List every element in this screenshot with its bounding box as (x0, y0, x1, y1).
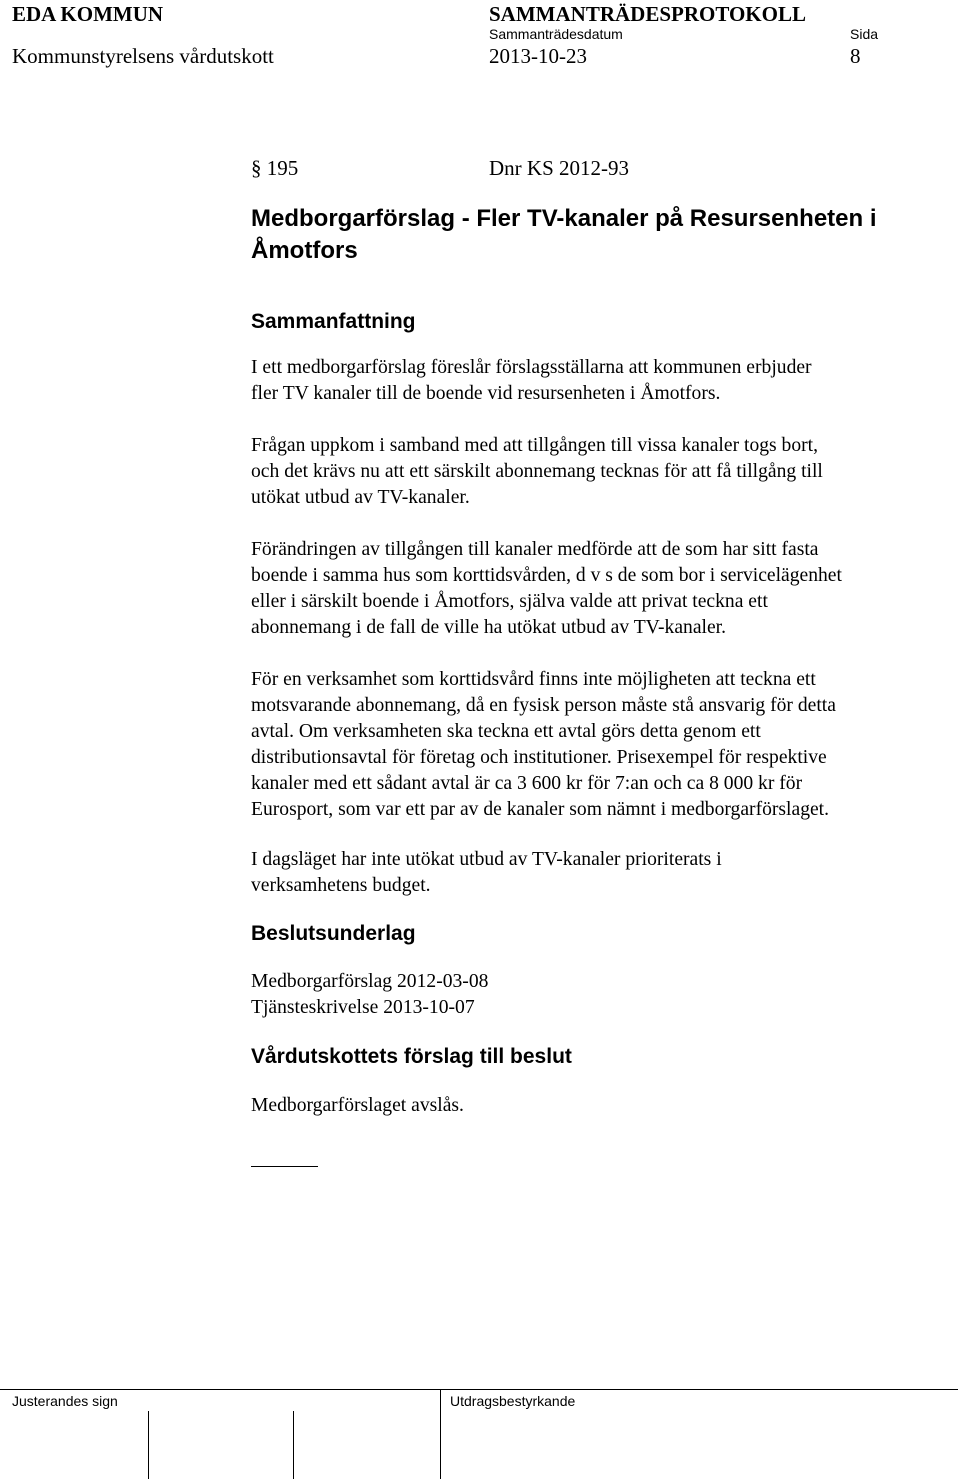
text-line: och det krävs nu att ett särskilt abonnemang tecknas för att få tillgång till (251, 461, 823, 482)
text-line: Medborgarförslaget avslås. (251, 1095, 464, 1116)
text-line: verksamhetens budget. (251, 875, 431, 896)
text-line: kanaler med ett sådant avtal är ca 3 600 kr för 7:an och ca 8 000 kr för (251, 773, 803, 794)
text-line: Frågan uppkom i samband med att tillgången till vissa kanaler togs bort, (251, 435, 819, 456)
text-line: motsvarande abonnemang, då en fysisk person måste stå ansvarig för detta (251, 695, 836, 716)
summary-paragraph-5 (251, 847, 941, 899)
justification-sign-label: Justerandes sign (12, 1393, 118, 1409)
text-line: Förändringen av tillgången till kanaler medförde att de som har sitt fasta (251, 539, 819, 560)
footer-top-rule (0, 1389, 958, 1390)
basis-list (251, 969, 941, 1021)
basis-item: Medborgarförslag 2012-03-08 (251, 971, 489, 992)
item-title: Medborgarförslag - Fler TV-kanaler på Resursenheten i Åmotfors (251, 205, 877, 264)
basis-heading: Beslutsunderlag (251, 922, 416, 945)
summary-paragraph-2 (251, 433, 941, 511)
summary-paragraph-1 (251, 355, 941, 407)
page-number: 8 (850, 44, 861, 68)
text-line: fler TV kanaler till de boende vid resursenheten i Åmotfors. (251, 383, 721, 404)
text-line: distributionsavtal för företag och institutioner. Prisexempel för respektive (251, 747, 827, 768)
summary-paragraph-3 (251, 537, 941, 641)
text-line: abonnemang i de fall de ville ha utökat utbud av TV-kanaler. (251, 617, 727, 638)
text-line: eller i särskilt boende i Åmotfors, själva valde att privat teckna ett (251, 591, 768, 612)
org-name: EDA KOMMUN (12, 2, 164, 26)
proposal-text (251, 1093, 941, 1119)
text-line: I dagsläget har inte utökat utbud av TV-kanaler prioriterats i (251, 849, 722, 870)
text-line: utökat utbud av TV-kanaler. (251, 487, 470, 508)
basis-item: Tjänsteskrivelse 2013-10-07 (251, 997, 475, 1018)
date-label: Sammanträdesdatum (489, 26, 623, 42)
committee-name: Kommunstyrelsens vårdutskott (12, 44, 274, 68)
extract-certification-label: Utdragsbestyrkande (450, 1393, 576, 1409)
text-line: avtal. Om verksamheten ska teckna ett avtal görs detta genom ett (251, 721, 761, 742)
end-rule (251, 1166, 318, 1167)
meeting-date: 2013-10-23 (489, 44, 587, 68)
footer-divider (440, 1389, 441, 1479)
summary-heading: Sammanfattning (251, 310, 416, 333)
sign-box-divider (148, 1411, 149, 1479)
dnr: Dnr KS 2012-93 (489, 156, 629, 180)
paragraph-number: § 195 (251, 156, 299, 180)
text-line: I ett medborgarförslag föreslår förslagsställarna att kommunen erbjuder (251, 357, 812, 378)
text-line: boende i samma hus som korttidsvården, d v s de som bor i servicelägenhet (251, 565, 842, 586)
text-line: För en verksamhet som korttidsvård finns inte möjligheten att teckna ett (251, 669, 816, 690)
sign-box-divider (293, 1411, 294, 1479)
text-line: Eurosport, som var ett par av de kanaler som nämnt i medborgarförslaget. (251, 799, 830, 820)
proposal-heading: Vårdutskottets förslag till beslut (251, 1045, 572, 1068)
page-label: Sida (850, 26, 879, 42)
document-type: SAMMANTRÄDESPROTOKOLL (489, 2, 806, 26)
summary-paragraph-4 (251, 667, 941, 823)
